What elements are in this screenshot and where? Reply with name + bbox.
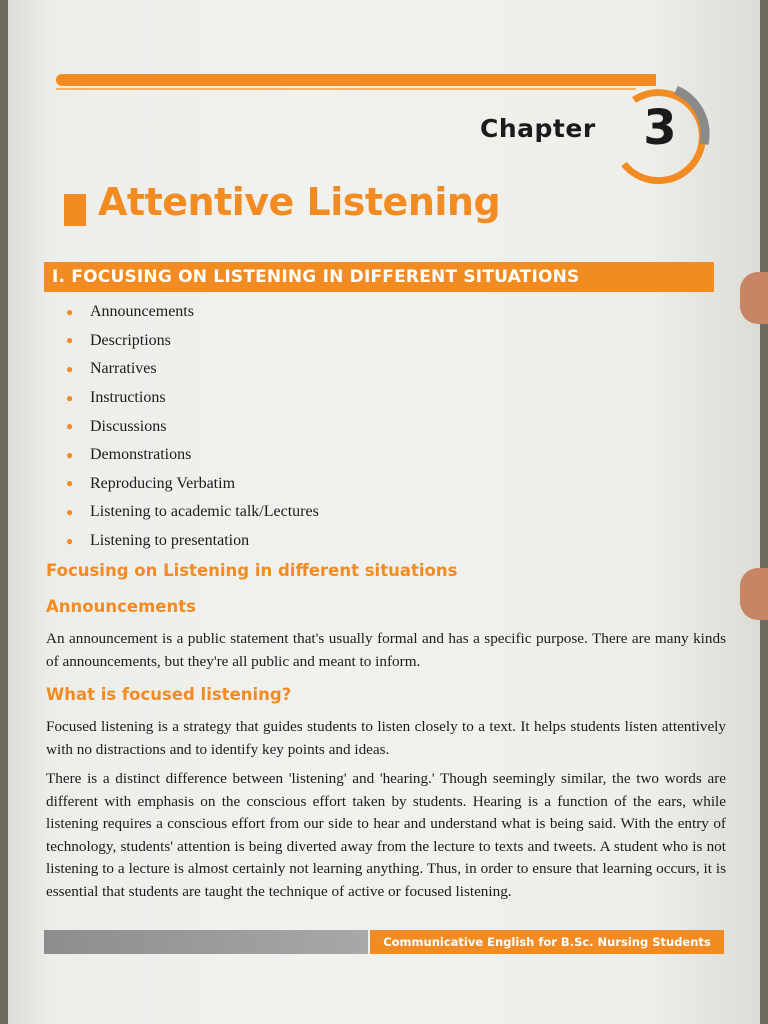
- list-item-label: Listening to academic talk/Lectures: [90, 503, 319, 521]
- list-item: [66, 470, 319, 499]
- title-marker: [64, 194, 86, 226]
- header-orange-bar: [56, 74, 656, 86]
- list-item-label: Reproducing Verbatim: [90, 474, 236, 492]
- bullet-icon: ●: [66, 533, 74, 548]
- subheading-focused-listening: What is focused listening?: [46, 685, 292, 704]
- footer-text: Communicative English for B.Sc. Nursing Students: [383, 935, 711, 949]
- list-item: [66, 327, 319, 356]
- page-title: Attentive Listening: [98, 180, 501, 224]
- announcements-paragraph: An announcement is a public statement that's usually formal and has a specific purpose. There are many kinds of announcements, but they're all public and meant to inform.: [46, 630, 726, 670]
- focused-listening-paragraph-2: There is a distinct difference between 'listening' and 'hearing.' Though seemingly similar, the two words are different with emphasis on the conscious effort taken by students. Hearing is a function of the ears, while listening requires a conscious effort from our side to hear and understand what is being said. With the entry of technology, students' attention is being diverted away from the lecture to texts and tweets. A student who is not listening to a lecture is almost certainly not learning anything. Thus, in order to ensure that learning occurs, it is essential that students are taught the technique of active or focused listening.: [46, 770, 726, 900]
- bullet-icon: ●: [66, 447, 74, 462]
- bullet-icon: ●: [66, 504, 74, 519]
- list-item-label: Instructions: [90, 389, 166, 407]
- list-item-label: Discussions: [90, 417, 167, 435]
- list-item: [66, 355, 319, 384]
- bullet-icon: ●: [66, 419, 74, 434]
- chapter-label: Chapter: [480, 114, 596, 143]
- bullet-icon: ●: [66, 361, 74, 376]
- finger-shape: [740, 568, 768, 620]
- header-thin-line: [56, 88, 636, 90]
- finger-shape: [740, 272, 768, 324]
- bullet-icon: ●: [66, 333, 74, 348]
- subheading-focusing: Focusing on Listening in different situations: [46, 561, 458, 580]
- bullet-icon: ●: [66, 304, 74, 319]
- list-item: [66, 527, 319, 556]
- footer-gray-bar: [44, 930, 368, 954]
- list-item-label: Narratives: [90, 360, 157, 378]
- situation-list: [66, 298, 319, 555]
- list-item: [66, 498, 319, 527]
- list-item: [66, 384, 319, 413]
- focused-listening-paragraph-1: Focused listening is a strategy that guides students to listen closely to a text. It helps students listen attentively with no distractions and to identify key points and ideas.: [46, 718, 726, 758]
- list-item-label: Listening to presentation: [90, 532, 250, 550]
- footer-banner: [370, 930, 724, 954]
- subheading-announcements: Announcements: [46, 597, 196, 616]
- chapter-number: 3: [643, 100, 677, 156]
- list-item-label: Demonstrations: [90, 446, 192, 464]
- bullet-icon: ●: [66, 476, 74, 491]
- book-page: [8, 0, 760, 1024]
- list-item: [66, 298, 319, 327]
- section-banner: [44, 262, 714, 292]
- section-heading: I. FOCUSING ON LISTENING IN DIFFERENT SITUATIONS: [52, 267, 580, 287]
- list-item-label: Announcements: [90, 303, 194, 321]
- bullet-icon: ●: [66, 390, 74, 405]
- list-item: [66, 441, 319, 470]
- list-item: [66, 412, 319, 441]
- list-item-label: Descriptions: [90, 331, 171, 349]
